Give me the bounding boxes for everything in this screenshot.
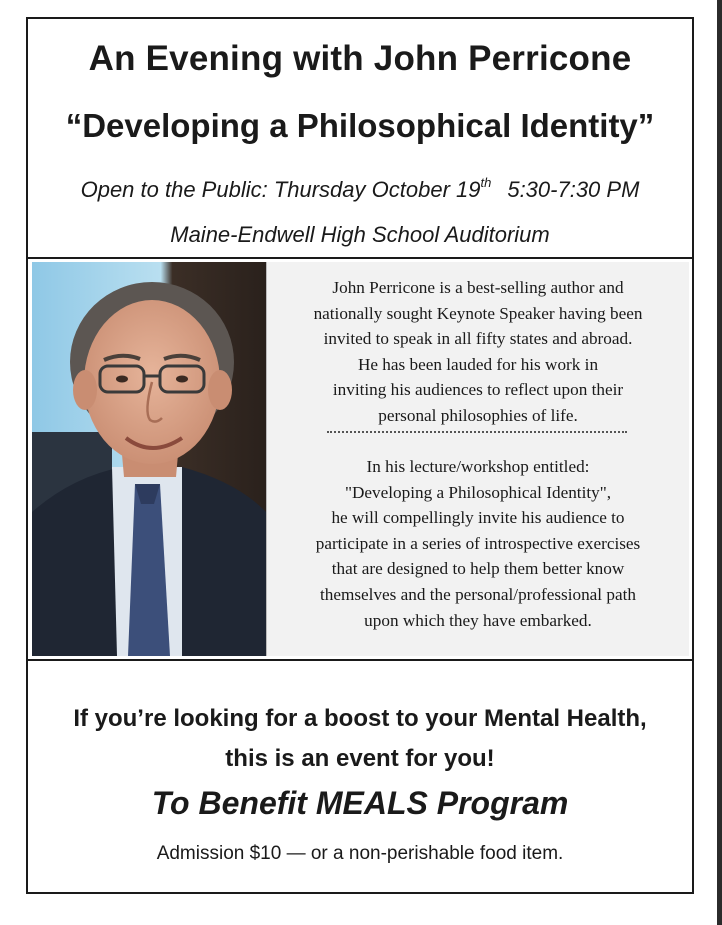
speaker-portrait-illustration bbox=[32, 262, 266, 656]
flyer-footer bbox=[28, 661, 692, 891]
benefit-program: To Benefit MEALS Program bbox=[151, 785, 569, 821]
bio-line: nationally sought Keynote Speaker having been bbox=[313, 303, 643, 323]
bio-line: In his lecture/workshop entitled: bbox=[366, 457, 590, 476]
cta-line: If you’re looking for a boost to your Mental Health, bbox=[73, 705, 647, 732]
event-venue: Maine-Endwell High School Auditorium bbox=[170, 222, 550, 247]
bio-line: He has been lauded for his work in bbox=[357, 354, 599, 374]
event-date: Open to the Public: Thursday October 19 bbox=[80, 177, 481, 202]
bio-line: "Developing a Philosophical Identity", bbox=[344, 482, 612, 502]
admission-info: Admission $10 — or a non-perishable food item. bbox=[156, 843, 564, 864]
bio-paragraph-intro bbox=[267, 275, 689, 429]
event-date-line bbox=[28, 175, 692, 203]
bio-line: that are designed to help them better know bbox=[331, 559, 625, 579]
call-to-action bbox=[28, 699, 692, 779]
dotted-separator bbox=[327, 431, 627, 437]
bio-line: personal philosophies of life. bbox=[378, 405, 578, 425]
divider-top bbox=[28, 257, 692, 259]
event-subtitle: “Developing a Philosophical Identity” bbox=[65, 107, 655, 144]
speaker-photo bbox=[32, 262, 266, 656]
event-flyer bbox=[26, 17, 694, 894]
event-title: An Evening with John Perricone bbox=[88, 39, 632, 78]
bio-line: invited to speak in all fifty states and abroad. bbox=[323, 329, 633, 349]
bio-line: participate in a series of introspective exercises bbox=[315, 533, 641, 553]
bio-line: themselves and the personal/professional path bbox=[320, 584, 636, 604]
date-ordinal-suffix: th bbox=[480, 175, 492, 190]
bio-line: upon which they have embarked. bbox=[364, 610, 592, 630]
speaker-bio bbox=[266, 262, 689, 656]
bio-line: John Perricone is a best-selling author and bbox=[332, 278, 624, 297]
bio-paragraph-workshop bbox=[267, 454, 689, 633]
event-time: 5:30-7:30 PM bbox=[507, 177, 640, 202]
cta-line: this is an event for you! bbox=[225, 745, 495, 772]
bio-line: he will compellingly invite his audience to bbox=[331, 508, 625, 528]
flyer-header bbox=[28, 19, 692, 257]
bio-line: inviting his audiences to reflect upon their bbox=[332, 380, 624, 400]
page-edge bbox=[717, 0, 722, 925]
